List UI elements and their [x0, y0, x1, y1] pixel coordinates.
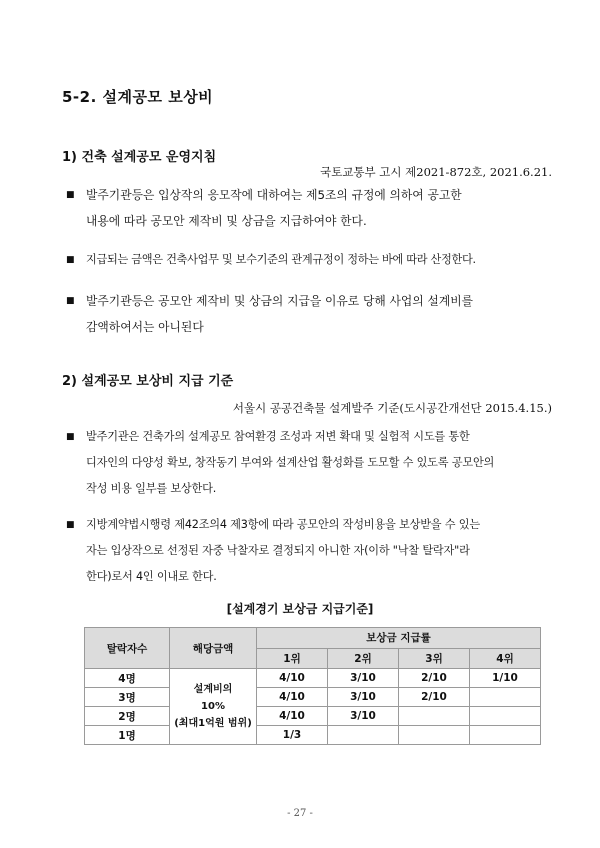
bullet-line: 자는 입상작으로 선정된 자중 낙찰자로 결정되지 아니한 자(이하 "낙찰 탈락자"라: [86, 544, 470, 557]
table-row: [85, 726, 541, 745]
rate-cell: [328, 726, 399, 745]
amount-line: (최대1억원 범위): [174, 718, 252, 729]
amount-line: 설계비의: [193, 684, 233, 695]
rate-cell: 1/3: [257, 726, 328, 745]
rate-cell: [470, 707, 541, 726]
bullet-line: 디자인의 다양성 확보, 창작동기 부여와 설계산업 활성화를 도모할 수 있도록 공모안의: [86, 456, 495, 469]
bullet-line: 한다)로서 4인 이내로 한다.: [86, 570, 217, 583]
rate-cell: 4/10: [257, 669, 328, 688]
subsection-1-source: 국토교통부 고시 제2021-872호, 2021.6.21.: [320, 165, 552, 179]
rate-cell: [399, 707, 470, 726]
dropout-count: 4명: [85, 669, 170, 688]
bullet-line: 발주기관은 건축가의 설계공모 참여환경 조성과 저변 확대 및 실험적 시도를 통한: [86, 430, 470, 443]
bullet-line: 발주기관등은 공모안 제작비 및 상금의 지급을 이유로 당해 사업의 설계비를: [86, 294, 474, 308]
bullet-line: 감액하여서는 아니된다: [86, 320, 204, 334]
rate-cell: 3/10: [328, 707, 399, 726]
bullet-line: 작성 비용 일부를 보상한다.: [86, 482, 217, 495]
rate-cell: 2/10: [399, 669, 470, 688]
bullet-square-icon: ■: [66, 255, 75, 265]
reward-table: [84, 627, 541, 745]
rate-cell: [399, 726, 470, 745]
header-rank-3: 3위: [399, 648, 470, 669]
table-row: [85, 707, 541, 726]
rate-cell: 3/10: [328, 669, 399, 688]
rate-cell: 1/10: [470, 669, 541, 688]
sub1-bullet-1: [66, 182, 556, 234]
dropout-count: 2명: [85, 707, 170, 726]
table-row: [85, 669, 541, 688]
rate-cell: [470, 726, 541, 745]
header-amount: 해당금액: [170, 628, 257, 669]
header-rank-4: 4위: [470, 648, 541, 669]
bullet-line: 내용에 따라 공모안 제작비 및 상금을 지급하여야 한다.: [86, 214, 367, 228]
subsection-1-heading: 1) 건축 설계공모 운영지침: [62, 150, 217, 165]
subsection-2-source: 서울시 공공건축물 설계발주 기준(도시공간개선단 2015.4.15.): [232, 401, 552, 415]
header-dropouts: 탈락자수: [85, 628, 170, 669]
rate-cell: [470, 688, 541, 707]
rate-cell: 3/10: [328, 688, 399, 707]
sub1-bullet-3: [66, 288, 556, 340]
header-rank-1: 1위: [257, 648, 328, 669]
sub1-bullet-2: [66, 247, 556, 273]
table-caption: [설계경기 보상금 지급기준]: [226, 602, 374, 616]
page-number: - 27 -: [287, 808, 313, 819]
subsection-2-heading: 2) 설계공모 보상비 지급 기준: [62, 374, 234, 389]
bullet-line: 지방계약법시행령 제42조의4 제3항에 따라 공모안의 작성비용을 보상받을 수 있는: [86, 518, 480, 531]
dropout-count: 3명: [85, 688, 170, 707]
table-row: [85, 688, 541, 707]
amount-cell: [170, 669, 257, 745]
sub2-bullet-1: [66, 424, 556, 502]
bullet-square-icon: ■: [66, 296, 75, 306]
dropout-count: 1명: [85, 726, 170, 745]
section-title: 5-2. 설계공모 보상비: [62, 88, 214, 106]
bullet-line: 지급되는 금액은 건축사업무 및 보수기준의 관계규정이 정하는 바에 따라 산정한다.: [86, 253, 476, 266]
sub2-bullet-2: [66, 512, 556, 590]
header-rank-2: 2위: [328, 648, 399, 669]
rate-cell: 4/10: [257, 707, 328, 726]
rate-cell: 2/10: [399, 688, 470, 707]
amount-line: 10%: [201, 701, 225, 712]
bullet-square-icon: ■: [66, 520, 75, 530]
bullet-line: 발주기관등은 입상작의 응모작에 대하여는 제5조의 규정에 의하여 공고한: [86, 188, 462, 202]
bullet-square-icon: ■: [66, 190, 75, 200]
header-rate: 보상금 지급률: [257, 628, 541, 649]
bullet-square-icon: ■: [66, 432, 75, 442]
rate-cell: 4/10: [257, 688, 328, 707]
